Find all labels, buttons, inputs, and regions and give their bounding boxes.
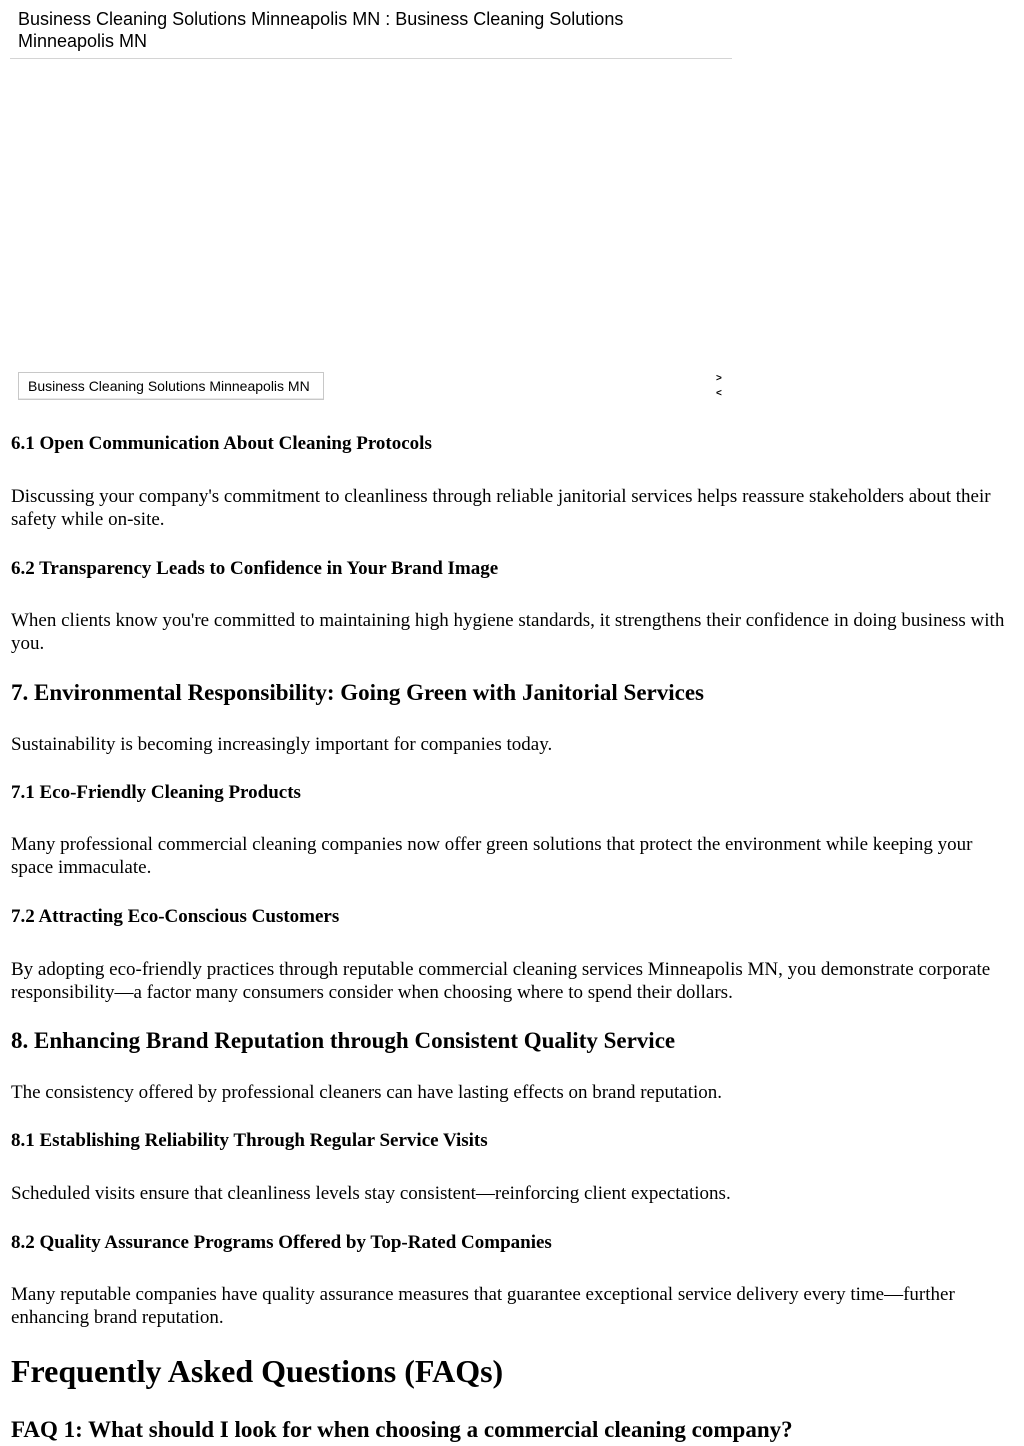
section-heading-6-2: 6.2 Transparency Leads to Confidence in Your Brand Image [11,558,499,579]
prev-arrow-icon[interactable]: < [716,388,722,399]
faq-heading: Frequently Asked Questions (FAQs) [11,1353,504,1389]
section-text-8-2: Many reputable companies have quality assurance measures that guarantee exceptional service delivery every time—further enhancing brand reputation. [11,1284,955,1328]
section-heading-8: 8. Enhancing Brand Reputation through Consistent Quality Service [11,1028,676,1053]
section-heading-7: 7. Environmental Responsibility: Going Green with Janitorial Services [11,680,704,705]
section-heading-8-1: 8.1 Establishing Reliability Through Regular Service Visits [11,1130,488,1151]
section-text-8: The consistency offered by professional cleaners can have lasting effects on brand reputation. [11,1082,723,1103]
page-header [10,0,732,59]
section-heading-6-1: 6.1 Open Communication About Cleaning Protocols [11,433,432,454]
tab-label: Business Cleaning Solutions Minneapolis MN [28,378,310,394]
section-text-6-2: When clients know you're committed to maintaining high hygiene standards, it strengthens their confidence in doing business with you. [11,610,1005,654]
section-heading-7-2: 7.2 Attracting Eco-Conscious Customers [11,906,340,927]
tab-business-cleaning[interactable] [18,372,324,400]
section-text-7: Sustainability is becoming increasingly important for companies today. [11,734,553,755]
nav-arrows [716,371,728,401]
section-text-6-1: Discussing your company's commitment to cleanliness through reliable janitorial services helps reassure stakeholders about their safety while on-site. [11,486,991,530]
section-heading-7-1: 7.1 Eco-Friendly Cleaning Products [11,782,301,803]
section-text-8-1: Scheduled visits ensure that cleanliness levels stay consistent—reinforcing client expectations. [11,1183,731,1204]
next-arrow-icon[interactable]: > [716,373,722,384]
page-title: Business Cleaning Solutions Minneapolis MN : Business Cleaning Solutions Minneapolis MN [18,9,624,51]
section-text-7-2: By adopting eco-friendly practices through reputable commercial cleaning services Minneapolis MN, you demonstrate corporate responsibility—a factor many consumers consider when choosing where to spend their dollars. [11,959,991,1003]
faq-1-heading: FAQ 1: What should I look for when choosing a commercial cleaning company? [11,1417,793,1442]
embedded-content-area [10,59,732,359]
section-text-7-1: Many professional commercial cleaning companies now offer green solutions that protect the environment while keeping your space immaculate. [11,834,973,878]
section-heading-8-2: 8.2 Quality Assurance Programs Offered by Top-Rated Companies [11,1232,552,1253]
